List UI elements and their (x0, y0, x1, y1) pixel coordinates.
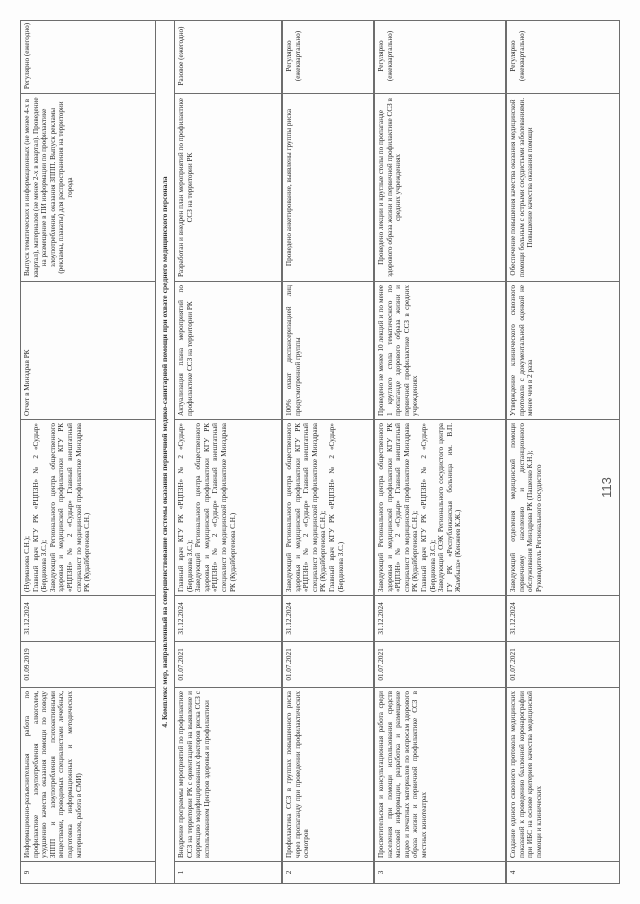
start-date: 01.07.2021 (175, 641, 281, 687)
end-date: 31.12.2024 (375, 595, 505, 641)
row-number: 2 (283, 861, 373, 883)
form-cell: Проведено не менее 10 лекций и по менее 1 круглого стола тематического по пропаганде здорового образа жизни и первичной профилактике ССЗ в средних учреждениях (375, 281, 505, 419)
table-row (282, 20, 374, 884)
responsible-cell: Главный врач КГУ РК «РЦПЗН» № 2 «Судыр» (Бердикова З.С.); Заведующий Регионального центра общественного здоровья и медицинской профилактики КГУ РК «РЦПЗН» № 2 «Судыр» Главный внештатный специалист по медицинской профилактике Минздрава РК (Кудайбергенова С.Н.) (175, 419, 281, 595)
measure-cell: Профилактика ССЗ в группах повышенного риска через пропаганду при проведении профилактических осмотров (283, 687, 373, 861)
start-date: 01.09.2019 (21, 641, 155, 687)
indicator-cell: Проведено анкетирование, выявлены группы риска (283, 93, 373, 281)
rotated-table-container (20, 20, 620, 884)
funding-cell: Регулярно (ежегодно) (23, 22, 31, 90)
row-number: 4 (507, 861, 619, 883)
funding-cell: Разовое (ежегодно) (177, 26, 185, 86)
start-date: 01.07.2021 (375, 641, 505, 687)
page-number: 113 (598, 477, 614, 498)
responsible-cell: Заведующий Регионального центра общественного здоровья и медицинской профилактики КГУ РК «РЦПЗН» № 2 «Судыр» Главный внештатный специалист по медицинской профилактике Минздрава РК (Кудайбергенова С.Н.); Главный врач КГУ РК «РЦПЗН» № 2 «Судыр» (Бердикова З.С.) (283, 419, 373, 595)
end-date: 31.12.2024 (21, 595, 155, 641)
measure-cell: Информационно-разъяснительная работа по профилактике злоупотребления алкоголем, ухудшению качества оказания помощи по поводу ЗППП и злоупотребления психоактивными веществами, проводимых специалистами лечебных, подготовка информационных и методических материалов, работа в СМИ) (21, 687, 155, 861)
measures-table (20, 20, 620, 884)
end-date: 31.12.2024 (283, 595, 373, 641)
form-cell: Утверждение клинического сквозного протокола с документальной оценкой не менее чем в 2 раза (507, 281, 619, 419)
form-cell: Отчет в Минздрав РК (21, 281, 155, 419)
table-row (374, 20, 506, 884)
end-date: 31.12.2024 (507, 595, 619, 641)
funding-cell: Регулярно (ежеквартально) (285, 30, 302, 82)
measure-cell: Создание единого сквозного протокола медицинских показаний к проведению баллонной коронарографии при ИБС на основе критериев качества медицинской помощи и клинических (507, 687, 619, 861)
end-date: 31.12.2024 (175, 595, 281, 641)
responsible-cell: Заведующий Регионального центра общественного здоровья и медицинской профилактики КГУ РК «РЦПЗН» № 2 «Судыр» Главный внештатный специалист по медицинской профилактике Минздрава РК (Кудайбергенова С.Н.); Главный врач КГУ РК «РЦПЗН» № 2 «Судыр» (Бердикова З.С.); Заведующий ОЭК Регионального сосудистого центра ГУ РК «Республиканская больница им. В.П. Жамбыла» (Кенжеев К.Ж.) (375, 419, 505, 595)
responsible-cell: (Нурманова С.Н.); Главный врач КГУ РК «РЦПЗН» № 2 «Судыр» (Бердикова З.С.); Заведующий Регионального центра общественного здоровья и медицинской профилактики КГУ РК «РЦПЗН» № 2 «Судыр» Главный внештатный специалист по медицинской профилактике Минздрава РК (Кудайбергенова С.Н.) (21, 419, 155, 595)
measure-cell: Просветительская и консультационная работа среди населения при помощи использования средств массовой информации, разработка и размещение видео и печатных материалов по вопросам здорового образа жизни и первичной профилактике ССЗ в местных кинотеатрах (375, 687, 505, 861)
indicator-cell: Проведено лекции и круглые столы по пропаганде здорового образа жизни и первичной профилактике ССЗ в средних учреждениях (375, 93, 505, 281)
funding-cell: Регулярно (ежеквартально) (509, 30, 526, 82)
form-cell: 100% охват диспансеризацией лиц предусмотренной группы (283, 281, 373, 419)
table-row (506, 20, 620, 884)
indicator-cell: Разработан и внедрен план мероприятий по профилактике ССЗ на территории РК (175, 93, 281, 281)
responsible-cell: Заведующий отделения медицинской помощи первичному населению и дистанционного обслуживания Минздрава РК (Пашенко К.Н.); Руководитель Регионального сосудистого (507, 419, 619, 595)
funding-cell: Регулярно (ежеквартально) (377, 30, 394, 82)
start-date: 01.07.2021 (283, 641, 373, 687)
start-date: 01.07.2021 (507, 641, 619, 687)
indicator-cell: Выпуск тематических и информационных (не менее 4-х в квартал), материалов (не менее 2-х в квартал). Проведение на размещение в ПИ информации по профилактике злоупотребления, оказания ЗППП. Выпуск рекламы (рекламы, плакаты) для распространения на территории города (21, 93, 155, 281)
row-number: 3 (375, 861, 505, 883)
table-row (20, 20, 156, 884)
measure-cell: Внедрение программы мероприятий по профилактике ССЗ на территории РК с ориентацией на выявление и коррекцию модифицированных факторов риска ССЗ с использованием Центров здоровья и профилактики (175, 687, 281, 861)
table-row (174, 20, 282, 884)
row-number: 9 (21, 861, 155, 883)
form-cell: Актуализация плана мероприятий по профилактике ССЗ на территории РК (175, 281, 281, 419)
row-number: 1 (175, 861, 281, 883)
indicator-cell: Обеспечение повышения качества оказания медицинской помощи больным с острыми сосудистыми заболеваниями. Повышение качества оказания помощи (507, 93, 619, 281)
section-heading: 4. Комплекс мер, направленный на совершенствование системы оказания первичной медико-санитарной помощи при охвате среднего медицинского персонала (156, 20, 174, 884)
